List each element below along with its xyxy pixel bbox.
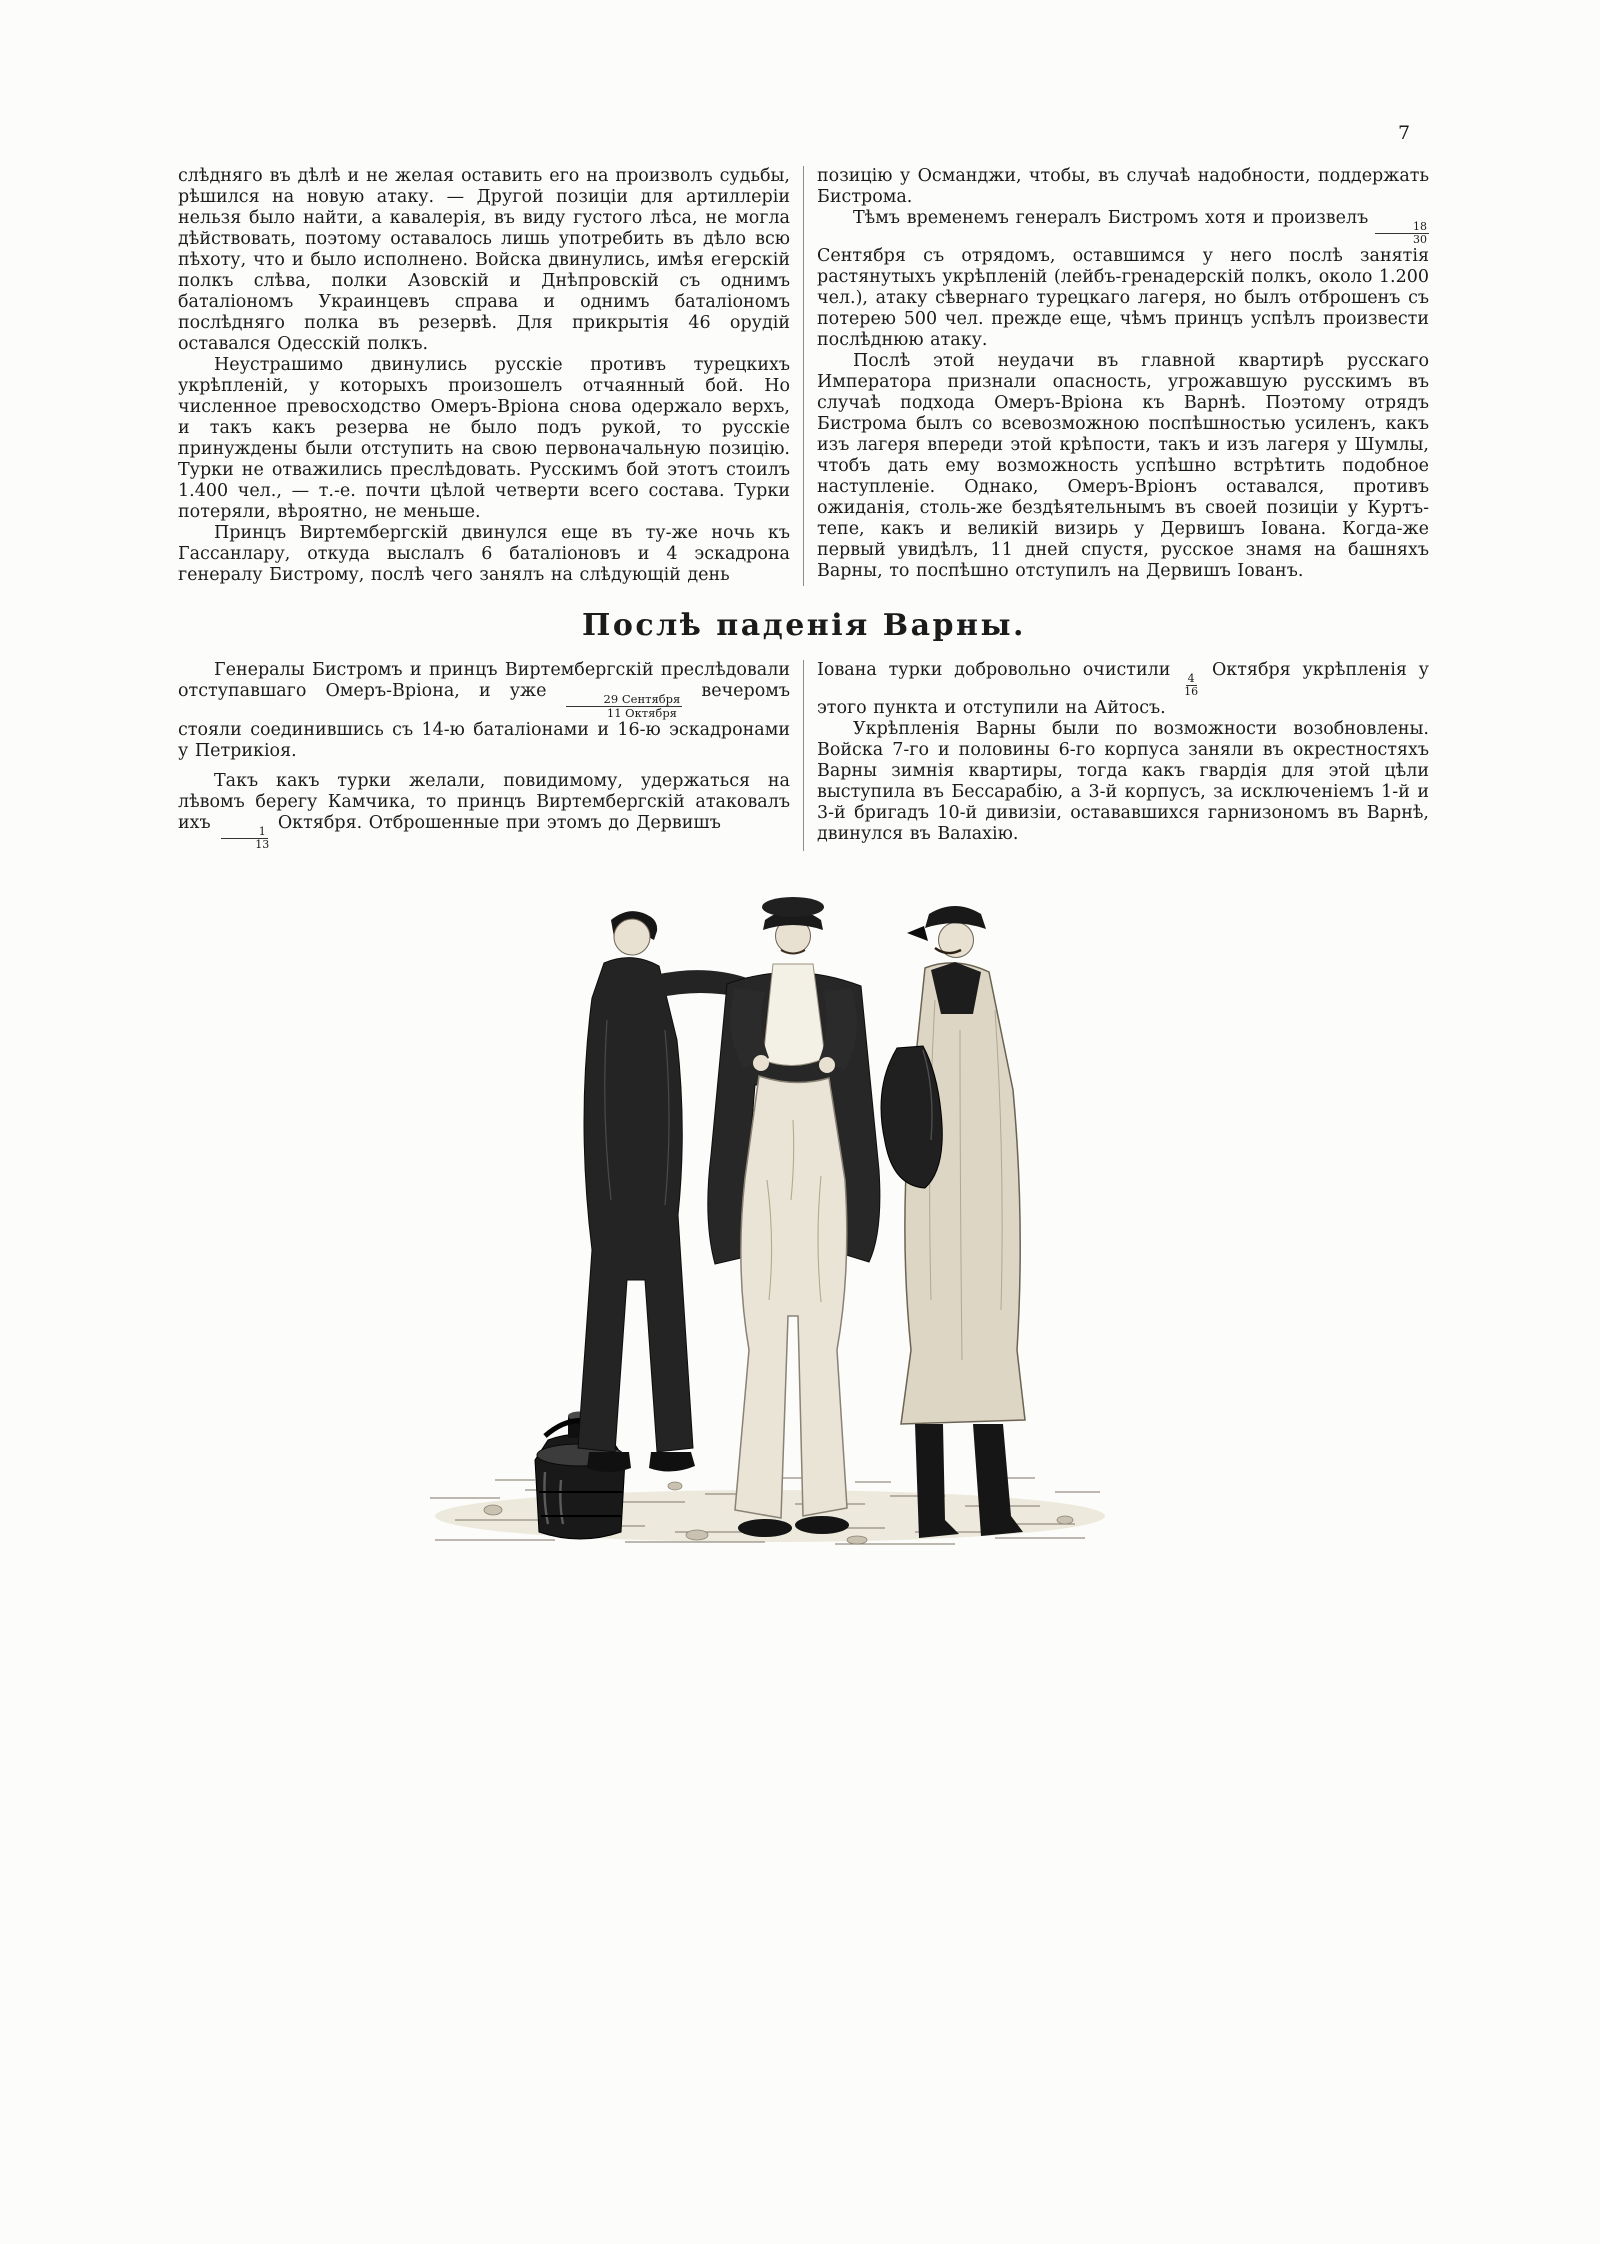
bottom-left-column (178, 660, 790, 851)
paragraph: Принцъ Виртембергскій двинулся еще въ ту-же ночь къ Гассанлару, откуда выслалъ 6 баталіоновъ и 4 эскадрона генералу Бистрому, послѣ чего занялъ на слѣдующій день (178, 523, 790, 585)
paragraph: Послѣ этой неудачи въ главной квартирѣ русскаго Императора признали опасность, угрожавшую русскимъ въ случаѣ подхода Омеръ-Вріона къ Варнѣ. Поэтому отрядъ Бистрома былъ со всевозможною поспѣшностью усиленъ, какъ изъ лагеря впереди этой крѣпости, такъ и изъ лагеря у Шумлы, чтобъ дать ему возможность успѣшно встрѣтить подобное наступленіе. Однако, Омеръ-Вріонъ оставался, противъ ожиданія, столь-же бездѣятельнымъ въ своей позиціи у Куртъ-тепе, какъ и великій визирь у Дервишъ Іована. Когда-же первый увидѣлъ, 11 дней спустя, русское знамя на башняхъ Варны, то поспѣшно отступилъ на Дервишъ Іованъ. (817, 351, 1429, 581)
figure-right-soldier (881, 906, 1025, 1538)
figure-center-soldier (708, 897, 880, 1537)
date-fraction: $\frac{4}{16}$ (1184, 672, 1199, 698)
top-text-block (178, 166, 1430, 586)
paragraph: Укрѣпленія Варны были по возможности возобновлены. Войска 7-го и половины 6-го корпуса заняли въ окрестностяхъ Варны зимнія квартиры, тогда какъ гвардія для этой цѣли выступила въ Бессарабію, а 3-й корпусъ, за исключеніемъ 1-й и 3-й бригадъ 10-й дивизіи, остававшихся гарнизономъ въ Варнѣ, двинулся въ Валахію. (817, 719, 1429, 844)
paragraph-text: Сентября съ отрядомъ, оставшимся у него послѣ занятія растянутыхъ укрѣпленій (лейбъ-гренадерскій полкъ, около 1.200 чел.), атаку сѣвернаго турецкаго лагеря, но былъ отброшенъ съ потерею 500 чел. прежде еще, чѣмъ принцъ успѣлъ произвести послѣднюю атаку. (817, 246, 1430, 350)
page-number: 7 (1398, 122, 1411, 144)
paragraph: слѣдняго въ дѣлѣ и не желая оставить его на произволъ судьбы, рѣшился на новую атаку. — Другой позиціи для артиллеріи нельзя было найти, а кавалерія, въ виду густого лѣса, не могла дѣйствовать, поэтому оставалось лишь употребить въ дѣло всю пѣхоту, что и было исполнено. Войска двинулись, имѣя егерскій полкъ слѣва, полки Азовскій и Днѣпровскій съ однимъ баталіономъ Украинцевъ справа и однимъ баталіономъ послѣдняго полка въ резервѣ. Для прикрытія 46 орудій оставался Одесскій полкъ. (178, 166, 790, 354)
column-divider (803, 166, 804, 586)
paragraph-text: Іована турки добровольно очистили (817, 660, 1171, 680)
paragraph-text: Октября укрѣпленія у этого пункта и отступили на Айтосъ. (817, 660, 1429, 718)
paragraph-text: Октября. Отброшенные при этомъ до Дервишъ (277, 813, 721, 833)
paragraph: Неустрашимо двинулись русскіе противъ турецкихъ укрѣпленій, у которыхъ произошелъ отчаянный бой. Но численное превосходство Омеръ-Вріона снова одержало верхъ, и такъ какъ резерва не было подъ рукой, то русскіе принуждены были отступить на свою первоначальную позицію. Турки не отважились преслѣдовать. Русскимъ бой этотъ стоилъ 1.400 чел., — т.-е. почти цѣлой четверти всего состава. Турки потеряли, вѣроятно, не меньше. (178, 355, 790, 522)
engraving-image (375, 880, 1150, 1550)
paragraph-text: Генералы Бистромъ и принцъ Виртембергскій преслѣдовали отступавшаго Омеръ-Вріона, и уже (178, 660, 790, 701)
bottom-right-column (817, 660, 1429, 851)
column-divider (803, 660, 804, 851)
bottom-text-block (178, 660, 1430, 851)
paragraph-text: Тѣмъ временемъ генералъ Бистромъ хотя и произвелъ (853, 208, 1369, 228)
top-right-column (817, 166, 1429, 586)
paragraph (178, 771, 790, 851)
paragraph (817, 660, 1429, 719)
date-fraction: $\frac{\text{29 Сентября}}{\text{11 Октября}}$ (566, 693, 683, 720)
paragraph: позицію у Османджи, чтобы, въ случаѣ надобности, поддержать Бистрома. (817, 166, 1429, 207)
illustration-engraving (375, 880, 1150, 1550)
date-fraction: $\frac{1}{13}$ (217, 826, 271, 851)
paragraph (817, 208, 1429, 351)
top-left-column (178, 166, 790, 586)
paragraph-text: вечеромъ стояли соединившись съ 14-ю баталіонами и 16-ю эскадронами у Петрикіоя. (178, 681, 790, 761)
date-fraction: $\frac{18}{30}$ (1375, 221, 1429, 246)
section-heading: Послѣ паденія Варны. (582, 608, 1026, 643)
paragraph-text: Такъ какъ турки желали, повидимому, удержаться на лѣвомъ берегу Камчика, то принцъ Виртембергскій атаковалъ ихъ (178, 771, 790, 833)
paragraph (178, 660, 790, 762)
